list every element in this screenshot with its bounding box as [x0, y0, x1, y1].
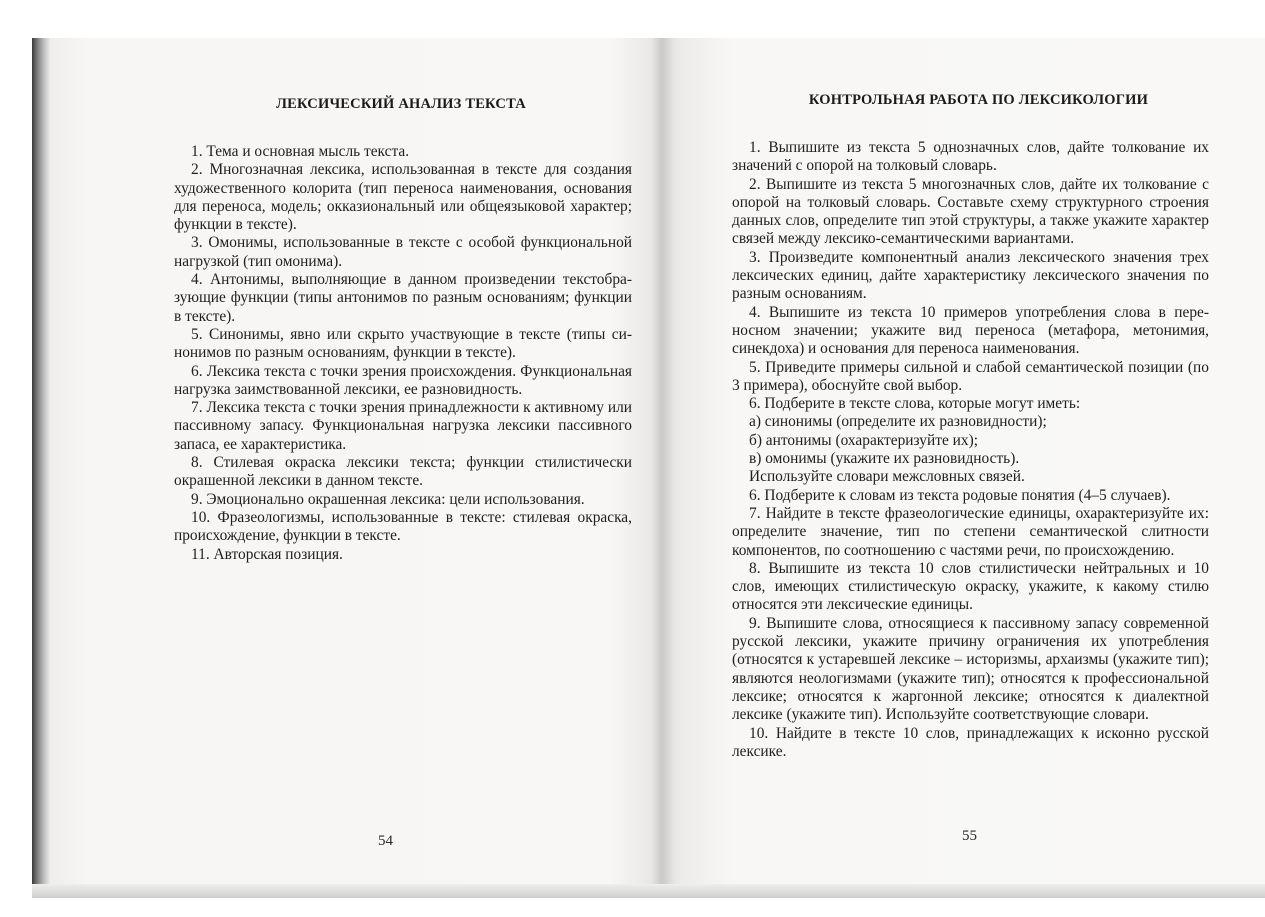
- list-item: 4. Выпишите из текста 10 примеров употребления слова в переносном значении; укажите вид переноса (метафора, метонимия, синекдоха) и основания для переноса наименования.: [732, 303, 1209, 358]
- list-item: 5. Синонимы, явно или скрыто участвующие в тексте (типы синонимов по разным основаниям, функции в тексте).: [174, 325, 632, 362]
- open-book: [32, 38, 1265, 898]
- list-item: 2. Выпишите из текста 5 многозначных слов, дайте их толкование с опорой на толковый словарь. Составьте схему структурного строения данных слов, определите тип этой структуры, а также укажите характер связей между лексико-семантическими вариантами.: [732, 175, 1209, 248]
- right-page-title: КОНТРОЛЬНАЯ РАБОТА ПО ЛЕКСИКОЛОГИИ: [808, 92, 1149, 108]
- list-item: Используйте словари межсловных связей.: [749, 468, 1025, 486]
- list-item: б) антонимы (охарактеризуйте их);: [749, 431, 978, 449]
- list-item: 8. Выпишите из текста 10 слов стилистически нейтральных и 10 слов, имеющих стилистическую окраску, укажите, к какому стилю относятся эти лексические единицы.: [732, 559, 1209, 614]
- list-item: 3. Омонимы, использованные в тексте с особой функциональной нагрузкой (тип омонима).: [174, 234, 632, 270]
- list-item: 7. Найдите в тексте фразеологические единицы, охарактеризуйте их: определите значение, тип по степени семантической слитности компонентов, по соотношению с частями речи, по происхождению.: [732, 504, 1209, 559]
- list-item: 1. Выпишите из текста 5 однозначных слов, дайте толкование их значений с опорой на толковый словарь.: [732, 139, 1209, 175]
- page-stack-edge: [32, 38, 50, 898]
- list-item: 10. Найдите в тексте 10 слов, принадлежащих к исконно русской лексике.: [732, 724, 1209, 760]
- list-item: 8. Стилевая окраска лексики текста; функции стилистически окрашенной лексики в данном тексте.: [174, 454, 632, 490]
- list-item: 6. Лексика текста с точки зрения происхождения. Функциональная нагрузка заимствованной лексики, ее разновидность.: [174, 362, 632, 398]
- left-page-title: ЛЕКСИЧЕСКИЙ АНАЛИЗ ТЕКСТА: [276, 96, 526, 112]
- list-item: 6. Подберите в тексте слова, которые могут иметь:: [749, 395, 1081, 413]
- book-bottom-edge: [32, 884, 1265, 898]
- book-gutter: [652, 38, 674, 898]
- list-item: 7. Лексика текста с точки зрения принадлежности к активному или пассивному запасу. Функциональная нагрузка лексики пассивного запаса, ее характеристика.: [174, 399, 632, 453]
- list-item: 5. Приведите примеры сильной и слабой семантической позиции (по 3 примера), обоснуйте свой выбор.: [732, 358, 1209, 394]
- list-item: 2. Многозначная лексика, использованная в тексте для создания художественного колорита (тип переноса наименования, основания для переноса, модель; окказиональный или общеязыковой характер; функции в тексте).: [174, 161, 632, 234]
- right-page-body: [732, 139, 1209, 761]
- left-page-body: [174, 143, 632, 564]
- list-item: 4. Антонимы, выполняющие в данном произведении текстобразующие функции (типы антонимов по разным основаниям; функции в тексте).: [174, 271, 632, 325]
- right-page-number: 55: [962, 828, 977, 844]
- list-item: в) омонимы (укажите их разновидность).: [749, 450, 1020, 468]
- list-item: 9. Выпишите слова, относящиеся к пассивному запасу современной русской лексики, укажите причину ограничения их употребления (относятся к устаревшей лексике – историзмы, архаизмы (укажите тип); являются неологизмами (укажите тип); относятся к профессиональной лексике; относятся к жаргонной лексике; относятся к диалектной лексике (укажите тип). Используйте соответствующие словари.: [732, 614, 1209, 724]
- list-item: 3. Произведите компонентный анализ лексического значения трех лексических единиц, дайте характеристику лексического значения по разным основаниям.: [732, 248, 1209, 303]
- right-page: [662, 38, 1265, 898]
- list-item: 1. Тема и основная мысль текста.: [191, 143, 410, 160]
- left-page-number: 54: [378, 833, 393, 849]
- left-page: [50, 38, 662, 898]
- list-item: 10. Фразеологизмы, использованные в тексте: стилевая окраска, происхождение, функции в тексте.: [174, 508, 632, 545]
- list-item: а) синонимы (определите их разновидности);: [749, 413, 1047, 431]
- list-item: 11. Авторская позиция.: [191, 545, 343, 563]
- list-item: 9. Эмоционально окрашенная лексика: цели использования.: [191, 490, 585, 508]
- list-item: 6. Подберите к словам из текста родовые понятия (4–5 случаев).: [749, 486, 1171, 504]
